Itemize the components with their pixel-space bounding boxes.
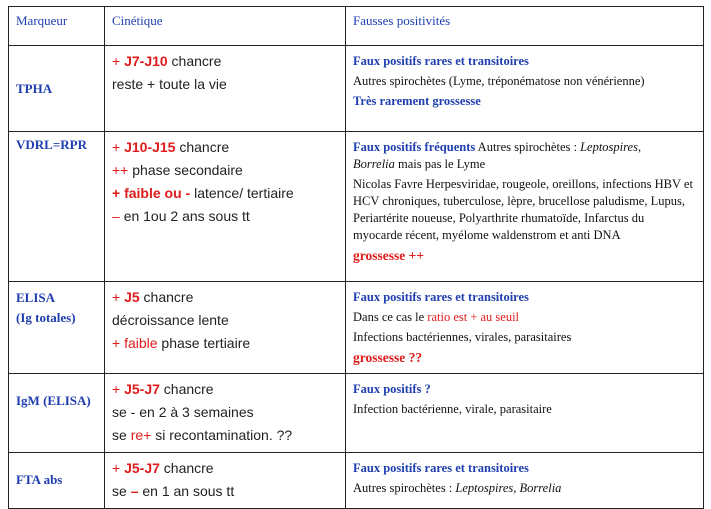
fp-line xyxy=(353,139,696,156)
kinetics-day: J10-J15 xyxy=(124,139,176,155)
kinetics-cell xyxy=(105,282,346,374)
kinetics-prefix: – xyxy=(130,483,139,499)
kinetics-text: chancre xyxy=(159,460,214,476)
marker-cell xyxy=(9,374,105,453)
marker-label: ELISA xyxy=(16,290,56,305)
kinetics-prefix: – xyxy=(112,208,124,224)
header-kinetics: Cinétique xyxy=(105,7,346,46)
fp-line: Très rarement grossesse xyxy=(353,94,481,108)
kinetics-text: chancre xyxy=(159,381,214,397)
fp-causes: Nicolas Favre Herpesviridae, rougeole, oreillons, infections HBV et HCV chroniques, tuberculose, lèpre, brucellose paludisme, Lupus, Periartérite noueuse, Polyarthrite rhumatoïde, Infarctus du myocarde récent, myélome waldenstrom et anti DNA xyxy=(353,177,693,242)
fp-text: Autres spirochètes : xyxy=(353,481,456,495)
fp-text: Autres spirochètes : xyxy=(475,140,581,154)
kinetics-prefix: + xyxy=(112,53,125,69)
kinetics-text: en 1ou 2 ans sous tt xyxy=(123,208,250,224)
marker-label: TPHA xyxy=(16,81,53,96)
serology-table-wrapper xyxy=(8,6,703,509)
fp-line xyxy=(353,309,696,326)
marker-cell xyxy=(9,282,105,374)
kinetics-cell xyxy=(105,132,346,282)
kinetics-prefix: + faible ou - xyxy=(112,185,195,201)
kinetics-prefix: + xyxy=(112,289,125,305)
fp-heading: Faux positifs rares et transitoires xyxy=(353,290,529,304)
kinetics-text: phase tertiaire xyxy=(157,335,251,351)
marker-cell xyxy=(9,453,105,509)
kinetics-text: se xyxy=(112,483,131,499)
kinetics-day: J7-J10 xyxy=(124,53,168,69)
fp-line: Infections bactériennes, virales, parasitaires xyxy=(353,330,572,344)
fp-text: mais pas le Lyme xyxy=(394,157,486,171)
kinetics-line xyxy=(112,160,338,180)
kinetics-line xyxy=(112,425,338,445)
marker-sublabel: (Ig totales) xyxy=(16,310,76,325)
kinetics-line xyxy=(112,379,338,399)
row-igm xyxy=(9,374,704,453)
fp-heading: Faux positifs rares et transitoires xyxy=(353,54,529,68)
kinetics-line xyxy=(112,458,338,478)
kinetics-line xyxy=(112,137,338,157)
marker-label: IgM (ELISA) xyxy=(16,393,91,408)
marker-label: FTA abs xyxy=(16,472,63,487)
kinetics-prefix: + faible xyxy=(112,335,158,351)
kinetics-day: J5-J7 xyxy=(124,460,160,476)
marker-cell xyxy=(9,46,105,132)
kinetics-line xyxy=(112,183,338,203)
fp-italic: Leptospires, Borrelia xyxy=(455,481,562,495)
kinetics-prefix: + xyxy=(112,460,125,476)
kinetics-prefix: + xyxy=(112,381,125,397)
row-elisa xyxy=(9,282,704,374)
false-positives-cell xyxy=(346,46,704,132)
kinetics-prefix: ++ xyxy=(112,162,129,178)
header-false-positives: Fausses positivités xyxy=(346,7,704,46)
fp-heading: Faux positifs ? xyxy=(353,382,431,396)
kinetics-text: chancre xyxy=(175,139,230,155)
kinetics-text: en 1 an sous tt xyxy=(138,483,235,499)
fp-pregnancy: grossesse ++ xyxy=(353,248,425,263)
fp-line: Infection bactérienne, virale, parasitaire xyxy=(353,402,552,416)
fp-line xyxy=(353,480,696,497)
kinetics-text: phase secondaire xyxy=(128,162,243,178)
row-fta-abs xyxy=(9,453,704,509)
kinetics-cell xyxy=(105,453,346,509)
fp-heading: Faux positifs rares et transitoires xyxy=(353,461,529,475)
kinetics-line xyxy=(112,51,338,71)
header-marker: Marqueur xyxy=(9,7,105,46)
false-positives-cell xyxy=(346,132,704,282)
kinetics-line: se - en 2 à 3 semaines xyxy=(112,404,254,420)
kinetics-cell xyxy=(105,46,346,132)
false-positives-cell xyxy=(346,374,704,453)
row-tpha xyxy=(9,46,704,132)
fp-italic: Borrelia xyxy=(353,157,395,171)
kinetics-prefix: + xyxy=(112,139,125,155)
kinetics-text: se xyxy=(112,427,131,443)
kinetics-line xyxy=(112,333,338,353)
kinetics-line: reste + toute la vie xyxy=(112,76,227,92)
fp-line xyxy=(353,156,696,173)
serology-table xyxy=(8,6,704,509)
kinetics-text: si recontamination. ?? xyxy=(151,427,293,443)
kinetics-line xyxy=(112,287,338,307)
kinetics-text: latence/ tertiaire xyxy=(194,185,294,201)
kinetics-prefix: re+ xyxy=(130,427,152,443)
kinetics-line xyxy=(112,206,338,226)
header-row xyxy=(9,7,704,46)
fp-ratio: ratio est + au seuil xyxy=(427,310,520,324)
fp-text: Dans ce cas le xyxy=(353,310,428,324)
kinetics-day: J5 xyxy=(124,289,140,305)
false-positives-cell xyxy=(346,282,704,374)
false-positives-cell xyxy=(346,453,704,509)
kinetics-line xyxy=(112,481,338,501)
marker-label: VDRL=RPR xyxy=(16,137,87,152)
kinetics-day: J5-J7 xyxy=(124,381,160,397)
kinetics-text: chancre xyxy=(167,53,222,69)
fp-heading: Faux positifs fréquents xyxy=(353,140,476,154)
marker-cell xyxy=(9,132,105,282)
fp-pregnancy: grossesse ?? xyxy=(353,350,423,365)
fp-italic: Leptospires, xyxy=(580,140,642,154)
fp-line: Autres spirochètes (Lyme, tréponématose non vénérienne) xyxy=(353,74,645,88)
kinetics-line: décroissance lente xyxy=(112,312,229,328)
row-vdrl xyxy=(9,132,704,282)
kinetics-cell xyxy=(105,374,346,453)
kinetics-text: chancre xyxy=(139,289,194,305)
